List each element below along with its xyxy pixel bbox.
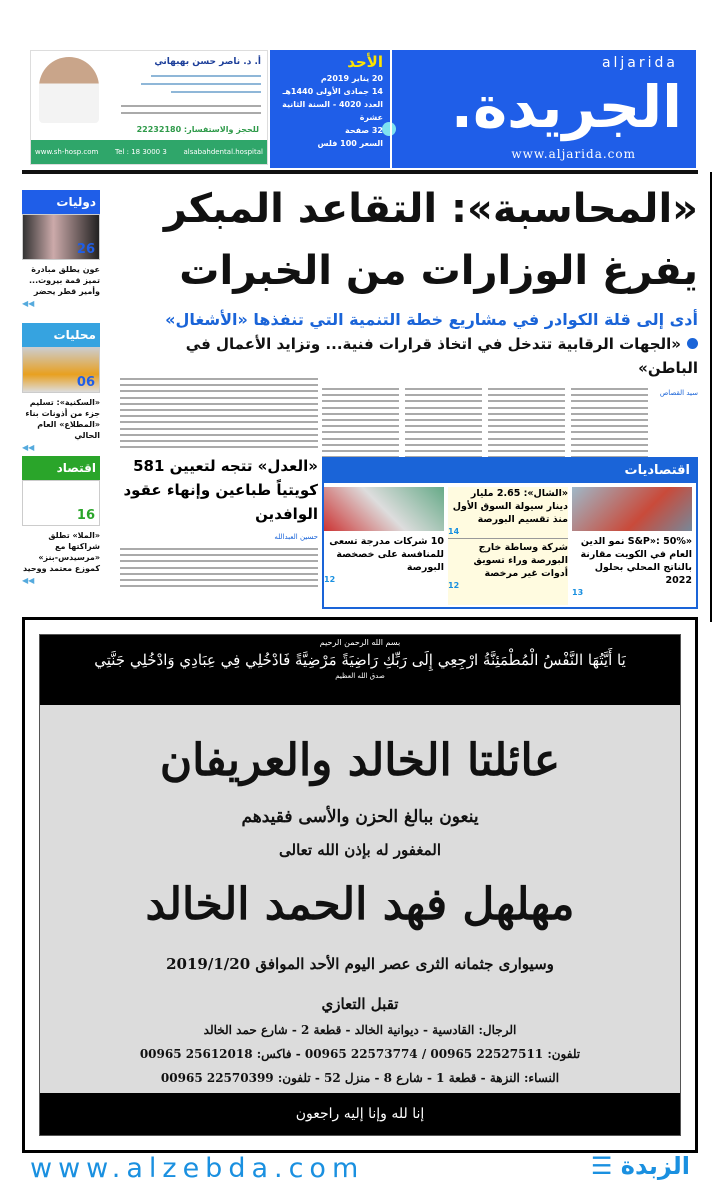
men-address: الرجال: القادسية - ديوانية الخالد - قطعة 2 - شارع حمد الخالد — [203, 1023, 517, 1037]
economy-item[interactable] — [572, 487, 692, 605]
arrow-icon: ◀◀ — [22, 443, 35, 452]
page-ref: 13 — [572, 588, 584, 597]
bullet-headline — [124, 332, 698, 380]
page-ref: 16 — [76, 508, 95, 523]
body-column — [322, 388, 399, 462]
issue: العدد 4020 - السنة الثانية عشرة — [282, 100, 383, 122]
women-address: النساء: النزهة - قطعة 1 - شارع 8 - منزل 52 - تلفون: 22570399 00965 — [160, 1071, 560, 1085]
economy-box — [322, 457, 698, 609]
date-block — [270, 50, 388, 168]
byline: سيد القصاص — [659, 389, 698, 397]
burial-text: وسيوارى جثمانه الثرى عصر اليوم الأحد الموافق 2019/1/20 — [166, 955, 554, 973]
article-body — [120, 548, 318, 587]
header-rule — [22, 170, 698, 174]
economy-title: اقتصاديات — [324, 459, 696, 483]
ad-doctor-name: أ. د. ناصر حسن بهبهاني — [154, 57, 261, 67]
obituary-ad — [22, 617, 698, 1153]
verse: يَا أَيَّتُهَا النَّفْسُ الْمُطْمَئِنَّةُ ارْجِعِي إِلَى رَبِّكِ رَاضِيَةً مَرْضِيَّةً فَادْخُلِي فِي عِبَادِي وَادْخُلِي جَنَّتِي — [94, 651, 626, 669]
footer-url[interactable]: www.alzebda.com — [30, 1153, 365, 1184]
section-header: محليات — [22, 323, 100, 347]
late-text: المغفور له بإذن الله تعالى — [279, 841, 441, 859]
date-gregorian: 20 يناير 2019م — [320, 74, 383, 83]
section-header: اقتصاد — [22, 456, 100, 480]
ad-social: alsabahdental.hospital — [183, 147, 263, 156]
bullet-icon — [687, 338, 698, 349]
section-photo — [22, 214, 100, 260]
page-ref: 12 — [448, 581, 460, 590]
ad-phone: Tel : 18 3000 3 — [115, 147, 167, 156]
main-headline-2[interactable]: يفرغ الوزارات من الخبرات — [179, 248, 698, 294]
family-name: عائلتا الخالد والعريفان — [159, 735, 561, 786]
arrow-icon: ◀◀ — [22, 299, 35, 308]
main-headline-1[interactable]: «المحاسبة»: التقاعد المبكر — [163, 186, 698, 232]
page-ref: 26 — [76, 242, 95, 257]
sub-headline: أدى إلى قلة الكوادر في مشاريع خطة التنمية التي تنفذها «الأشغال» — [165, 310, 698, 329]
ad-tel: للحجز والاستفسار: 22232180 — [136, 125, 259, 134]
sadaqa: صدق الله العظيم — [335, 672, 385, 680]
bullet-text: «الجهات الرقابية تتدخل في اتخاذ قرارات فنية... وتزايد الأعمال في الباطن» — [185, 335, 698, 377]
basmala: بسم الله الرحمن الرحيم — [319, 638, 401, 647]
pages: 32 صفحة — [344, 126, 383, 135]
item-text: 10 شركات مدرجة تسعى للمنافسة على خصخصة البورصة — [329, 536, 444, 573]
body-column — [405, 388, 482, 462]
menu-lines-icon: ☰ — [590, 1152, 613, 1180]
mourn-text: ينعون ببالغ الحزن والأسى فقيدهم — [241, 807, 479, 827]
sidebar-item[interactable] — [22, 190, 100, 323]
item-text: شركة وساطة خارج البورصة وراء تسويق أدوات غير مرخصة — [473, 542, 568, 579]
item-text: «S&P»: 50% نمو الدين العام في الكويت مقارنة بالناتج المحلي بحلول 2022 — [580, 536, 692, 586]
logo-latin: aljarida — [601, 55, 678, 71]
doctor-ad[interactable] — [30, 50, 268, 165]
quran-verse-banner — [40, 635, 680, 705]
section-caption: «الملا» تطلق شراكتها مع «مرسيدس-بنز» كموزع معتمد ووحيد — [23, 531, 100, 573]
page-edge-rule — [710, 172, 712, 622]
page-ref: 06 — [76, 375, 95, 390]
footer-logo — [591, 1152, 690, 1180]
closing-verse: إنا لله وإنا إليه راجعون — [40, 1093, 680, 1135]
page-ref: 14 — [448, 527, 460, 536]
ad-site: www.sh-hosp.com — [35, 147, 99, 156]
arrow-icon: ◀◀ — [22, 576, 35, 585]
price: السعر 100 فلس — [317, 139, 383, 148]
economy-item[interactable] — [448, 487, 568, 605]
sidebar — [22, 190, 100, 589]
logo: الجريدة. — [450, 73, 682, 141]
sidebar-item[interactable] — [22, 323, 100, 456]
section-photo — [22, 480, 100, 526]
section-photo — [22, 347, 100, 393]
day: الأحد — [347, 53, 383, 71]
article-justice[interactable] — [120, 378, 318, 591]
deceased-name: مهلهل فهد الحمد الخالد — [145, 879, 575, 930]
men-phones: تلفون: 22527511 00965 / 22573774 00965 - فاكس: 25612018 00965 — [139, 1047, 581, 1061]
site-url[interactable]: www.aljarida.com — [511, 147, 636, 161]
byline: حسين العبدالله — [274, 533, 318, 542]
item-text: «الشال»: 2.65 مليار دينار سيولة السوق الأول منذ تقسيم البورصة — [452, 488, 568, 525]
footer-logo-text: الزبدة — [620, 1152, 690, 1180]
section-caption: «السكنية»: تسليم جزء من أذونات بناء «المطلاع» العام الحالي — [25, 398, 100, 440]
economy-item[interactable] — [324, 487, 444, 605]
ad-contact-bar — [31, 140, 267, 164]
masthead — [270, 50, 696, 168]
divider — [390, 50, 392, 168]
body-column — [488, 388, 565, 462]
section-caption: عون يطلق مبادرة تميز قمة بيروت... وأمير قطر يحضر — [28, 265, 100, 296]
doctor-photo — [39, 57, 99, 123]
date-hijri: 14 جمادى الأولى 1440هـ — [282, 87, 383, 96]
mall-photo — [572, 487, 692, 531]
condolence-title: تقبل التعازي — [321, 995, 399, 1013]
body-column — [571, 388, 648, 462]
sidebar-item[interactable] — [22, 456, 100, 589]
section-header: دوليات — [22, 190, 100, 214]
lead-body — [322, 388, 698, 462]
body-column — [120, 378, 318, 448]
bourse-photo — [324, 487, 444, 531]
page-ref: 12 — [324, 575, 336, 584]
article-title: «العدل» تتجه لتعيين 581 كويتياً طباعين وإنهاء عقود الوافدين — [123, 457, 318, 524]
